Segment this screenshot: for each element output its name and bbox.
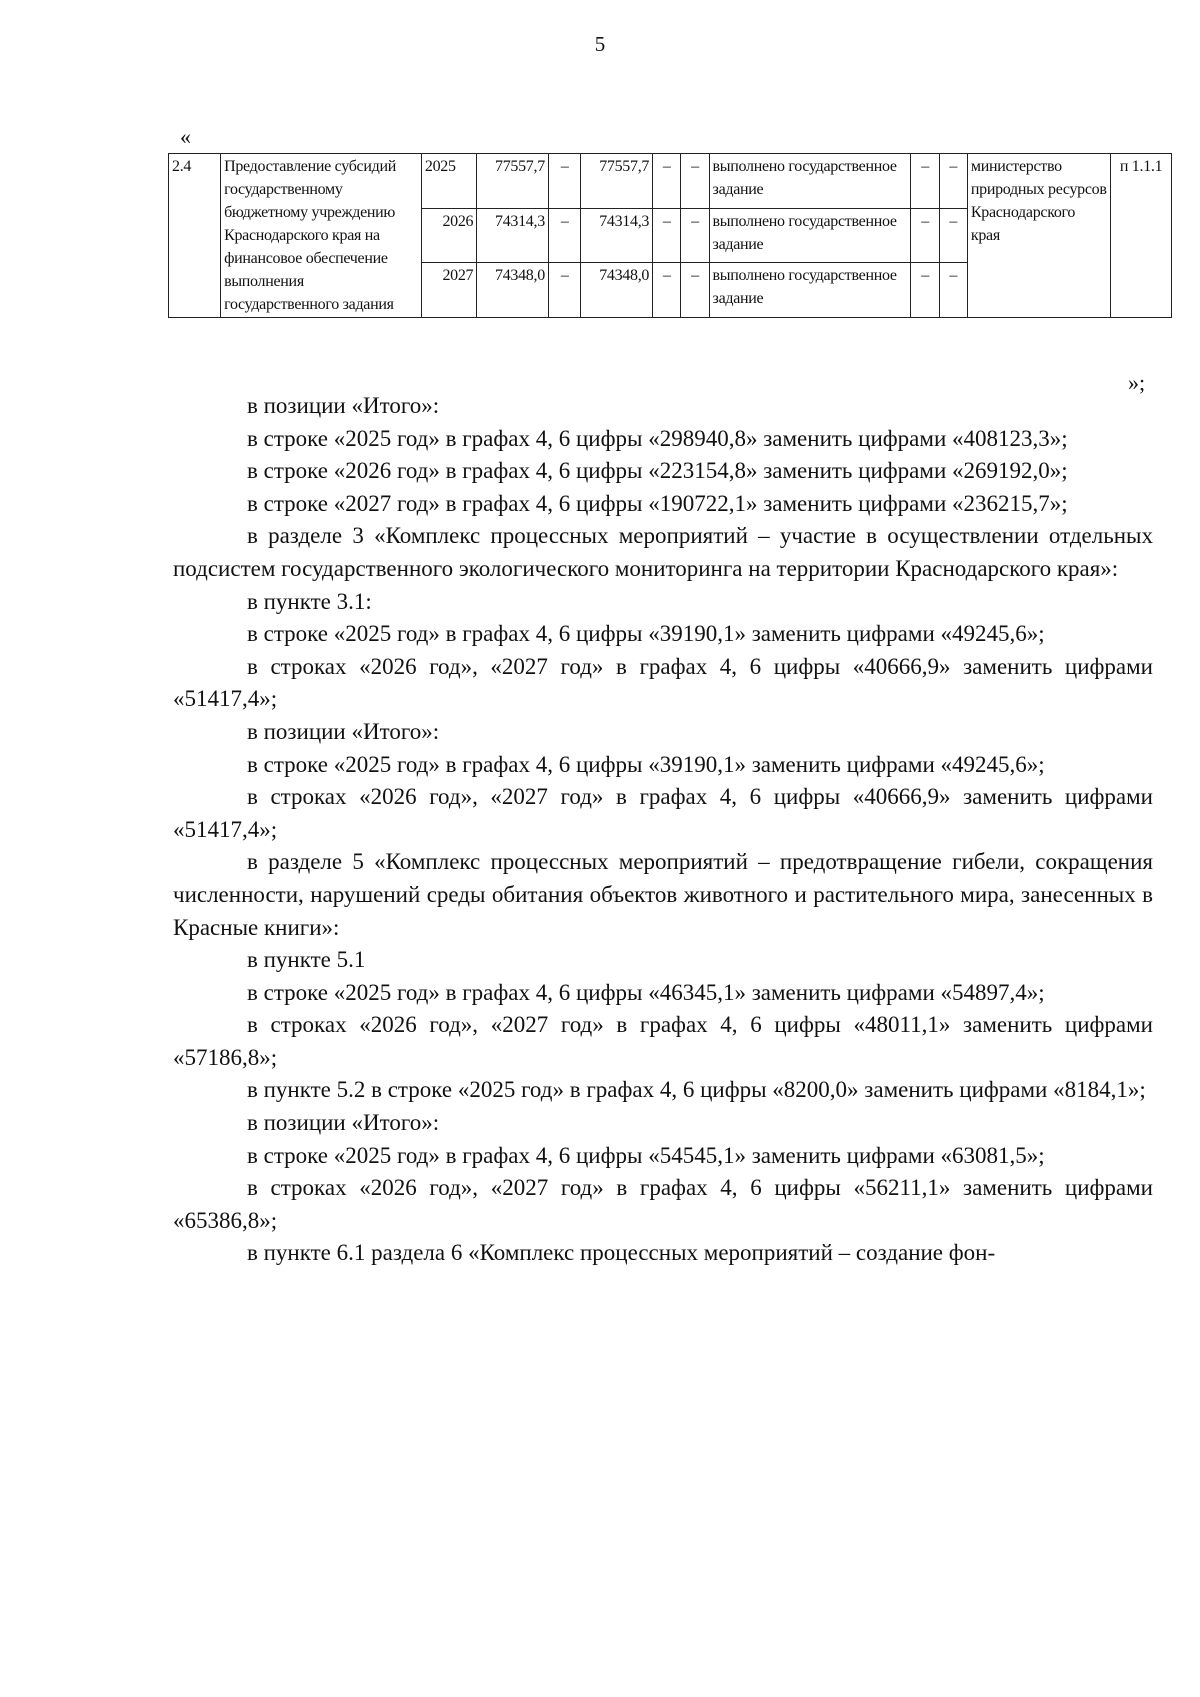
value-cell: – (939, 154, 967, 209)
year-cell: 2027 (421, 263, 476, 318)
value-cell: – (653, 154, 681, 209)
paragraph: в позиции «Итого»: (247, 718, 440, 744)
paragraph: в пункте 3.1: (247, 588, 372, 614)
value-cell: 74314,3 (581, 208, 653, 263)
paragraph: в строке «2025 год» в графах 4, 6 цифры «46345,1» заменить цифрами «54897,4»; (247, 979, 1045, 1005)
paragraph: в разделе 5 «Комплекс процессных мероприятий – предотвращение гибели, сокращения численности, нарушений среды обитания объектов животного и растительного мира, занесенных в Красные книги»: (173, 849, 1153, 940)
value-cell: – (681, 263, 709, 318)
year-cell: 2026 (421, 208, 476, 263)
value-cell: – (681, 208, 709, 263)
reference-cell: п 1.1.1 (1111, 154, 1172, 318)
page-number: 5 (594, 32, 606, 56)
amendment-table (168, 153, 1172, 318)
description-cell: Предоставление субсидий государственному бюджетному учреждению Краснодарского края на финансовое обеспечение выполнения государственного задания (221, 154, 422, 318)
paragraph: в позиции «Итого»: (247, 1110, 440, 1136)
paragraph: в пункте 5.1 (247, 947, 366, 973)
value-cell: 77557,7 (581, 154, 653, 209)
result-cell: выполнено государственное задание (709, 263, 911, 318)
total-cell: 74348,0 (477, 263, 549, 318)
paragraph: в строках «2026 год», «2027 год» в графах 4, 6 цифры «48011,1» заменить цифрами «57186,8»; (173, 1012, 1153, 1070)
value-cell: – (911, 208, 939, 263)
paragraph: в строке «2027 год» в графах 4, 6 цифры «190722,1» заменить цифрами «236215,7»; (247, 490, 1068, 516)
value-cell: – (653, 263, 681, 318)
paragraph: в строках «2026 год», «2027 год» в графах 4, 6 цифры «40666,9» заменить цифрами «51417,4»; (173, 653, 1153, 712)
result-cell: выполнено государственное задание (709, 208, 911, 263)
closing-quote: »; (1128, 370, 1146, 395)
row-number-cell: 2.4 (169, 154, 221, 318)
value-cell: – (548, 263, 581, 318)
value-cell: – (939, 208, 967, 263)
value-cell: 74348,0 (581, 263, 653, 318)
year-cell: 2025 (421, 154, 476, 209)
amendment-text (173, 390, 1153, 1270)
paragraph: в строке «2025 год» в графах 4, 6 цифры «39190,1» заменить цифрами «49245,6»; (247, 751, 1045, 777)
value-cell: – (548, 154, 581, 209)
paragraph: в разделе 3 «Комплекс процессных мероприятий – участие в осуществлении отдельных подсистем государственного экологического мониторинга на территории Краснодарского края»: (173, 523, 1153, 581)
paragraph: в строках «2026 год», «2027 год» в графах 4, 6 цифры «56211,1» заменить цифрами «65386,8»; (173, 1175, 1153, 1233)
paragraph: в строке «2025 год» в графах 4, 6 цифры «39190,1» заменить цифрами «49245,6»; (247, 621, 1045, 647)
responsible-cell: министерство природных ресурсов Краснодарского края (967, 154, 1110, 318)
paragraph: в строке «2025 год» в графах 4, 6 цифры «298940,8» заменить цифрами «408123,3»; (247, 425, 1068, 451)
opening-quote: « (180, 124, 191, 149)
paragraph: в строке «2026 год» в графах 4, 6 цифры «223154,8» заменить цифрами «269192,0»; (247, 458, 1068, 484)
value-cell: – (911, 154, 939, 209)
total-cell: 74314,3 (477, 208, 549, 263)
paragraph: в пункте 5.2 в строке «2025 год» в графах 4, 6 цифры «8200,0» заменить цифрами «8184,1»; (247, 1077, 1146, 1103)
value-cell: – (653, 208, 681, 263)
value-cell: – (911, 263, 939, 318)
value-cell: – (939, 263, 967, 318)
paragraph: в строке «2025 год» в графах 4, 6 цифры «54545,1» заменить цифрами «63081,5»; (247, 1142, 1045, 1168)
result-cell: выполнено государственное задание (709, 154, 911, 209)
paragraph: в строках «2026 год», «2027 год» в графах 4, 6 цифры «40666,9» заменить цифрами «51417,4»; (173, 784, 1153, 842)
paragraph: в позиции «Итого»: (247, 393, 440, 418)
total-cell: 77557,7 (477, 154, 549, 209)
value-cell: – (548, 208, 581, 263)
table-row (169, 154, 1172, 209)
paragraph: в пункте 6.1 раздела 6 «Комплекс процессных мероприятий – создание фон- (247, 1240, 996, 1266)
value-cell: – (681, 154, 709, 209)
